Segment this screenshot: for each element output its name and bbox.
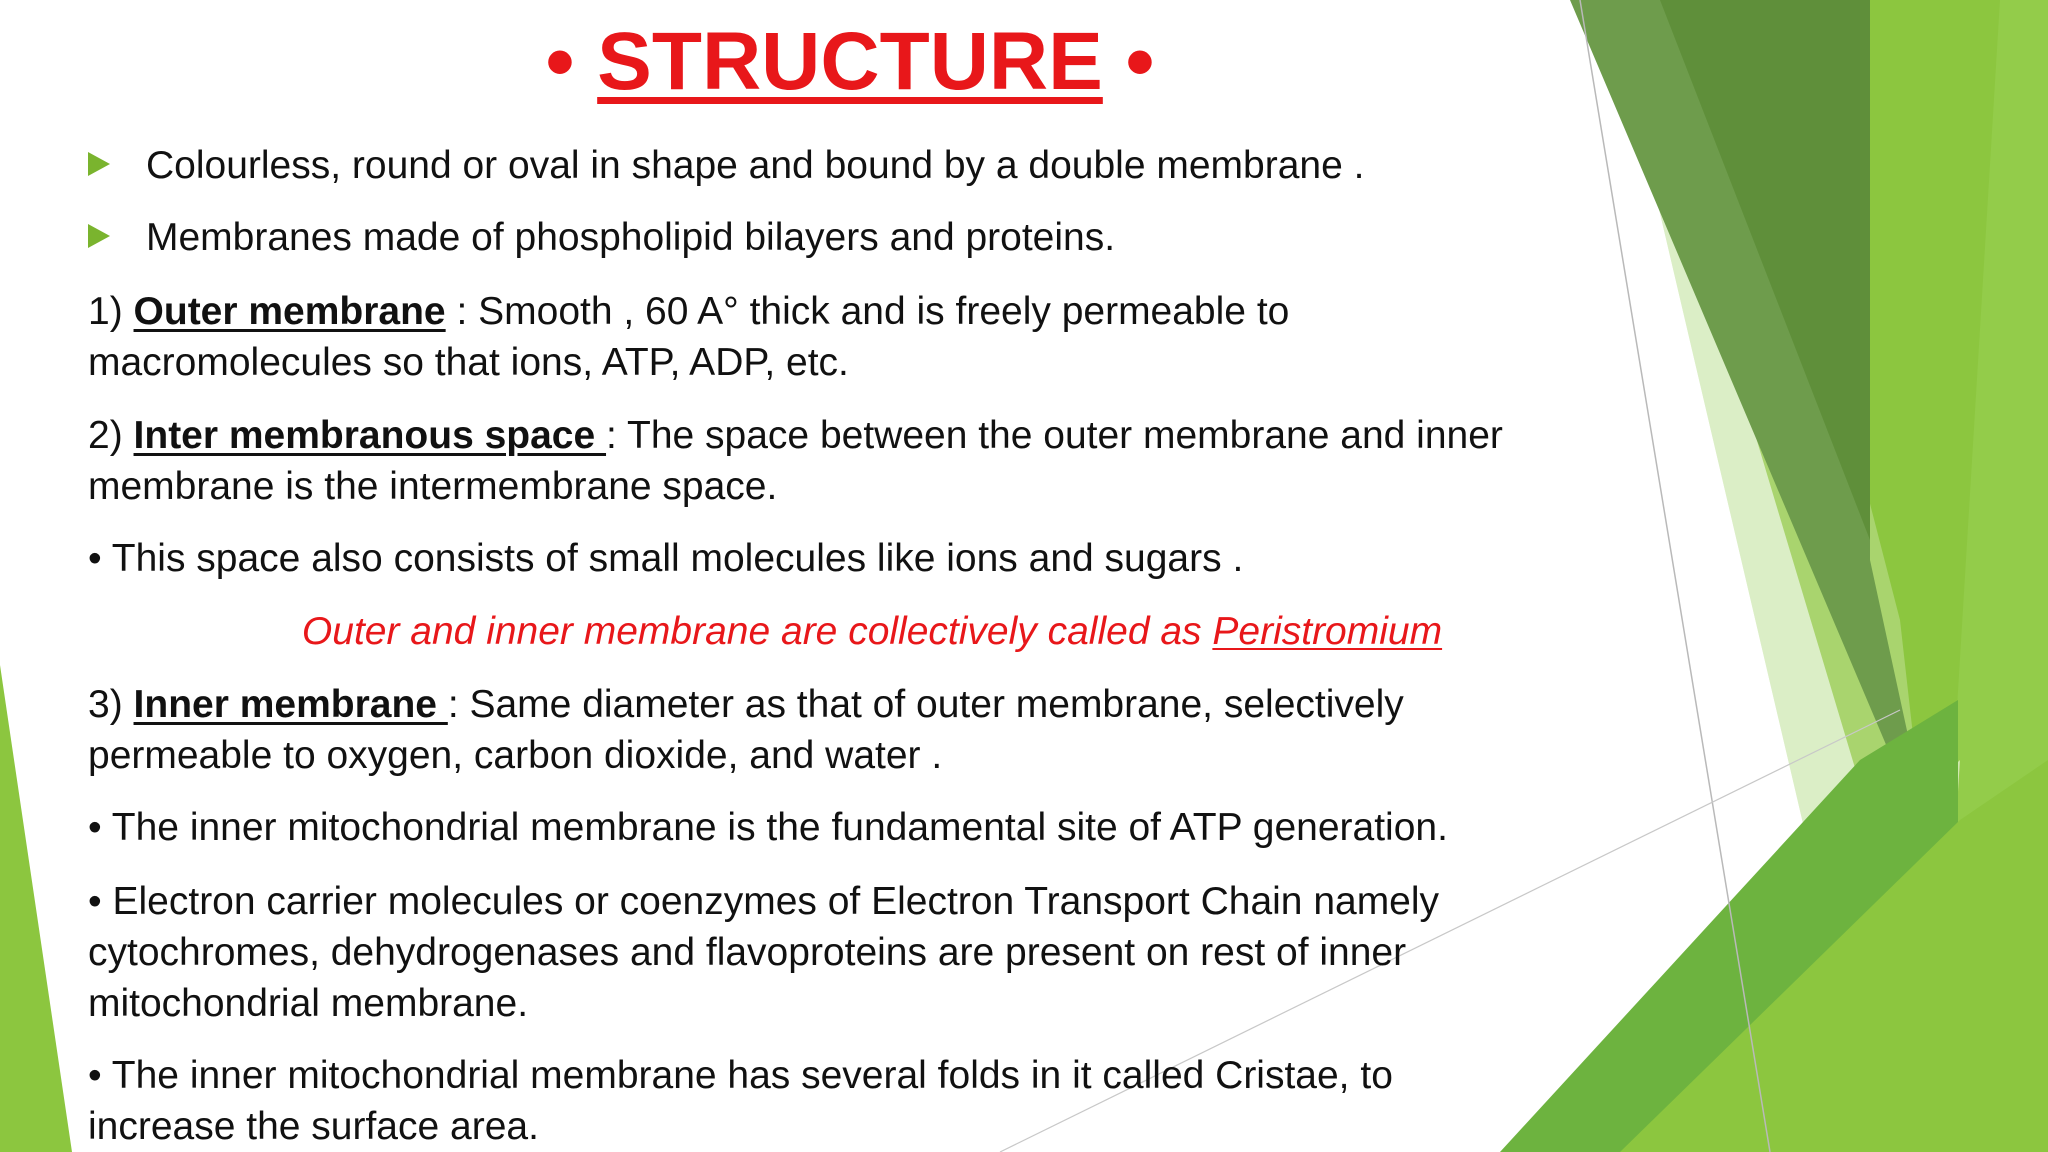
outer-membrane-line-1: [88, 286, 1668, 337]
inter-membranous-space-point: [88, 410, 1668, 512]
peristromium-term: Peristromium: [1212, 610, 1443, 653]
peristromium-callout: [0, 606, 1744, 657]
arrow-point-text: Colourless, round or oval in shape and bound by a double membrane .: [146, 144, 1365, 187]
inter-space-term: Inter membranous space: [133, 414, 607, 457]
green-arrow-icon: [88, 152, 110, 176]
electron-transport-point: [88, 876, 1668, 1029]
inner-membrane-text: : Same diameter as that of outer membrane, selectively: [447, 683, 1404, 726]
inner-membrane-line-2: permeable to oxygen, carbon dioxide, and water .: [88, 734, 943, 777]
title-text: STRUCTURE: [597, 16, 1103, 107]
arrow-point-2: [88, 212, 1668, 263]
cristae-line-1: • The inner mitochondrial membrane has several folds in it called Cristae, to: [88, 1054, 1393, 1097]
slide-title: [0, 14, 1700, 110]
cristae-point: [88, 1050, 1668, 1152]
point-number: 2): [88, 414, 123, 457]
green-arrow-icon: [88, 224, 110, 248]
inner-membrane-point: [88, 679, 1668, 781]
etc-line-3: mitochondrial membrane.: [88, 982, 529, 1025]
inner-membrane-line-1: [88, 679, 1668, 730]
outer-membrane-text: : Smooth , 60 A° thick and is freely permeable to: [445, 290, 1290, 333]
inner-membrane-term: Inner membrane: [133, 683, 448, 726]
atp-generation-point: • The inner mitochondrial membrane is the fundamental site of ATP generation.: [88, 806, 1448, 849]
callout-text: Outer and inner membrane are collectively called as: [301, 610, 1213, 653]
outer-membrane-point: [88, 286, 1668, 388]
inter-space-line-1: [88, 410, 1668, 461]
inter-space-text: : The space between the outer membrane and inner: [606, 414, 1503, 457]
arrow-point-1: [88, 140, 1668, 191]
etc-line-2: cytochromes, dehydrogenases and flavoproteins are present on rest of inner: [88, 931, 1407, 974]
point-number: 1): [88, 290, 123, 333]
title-bullet-left: •: [545, 16, 575, 107]
cristae-line-2: increase the surface area.: [88, 1105, 539, 1148]
outer-membrane-term: Outer membrane: [133, 290, 446, 333]
outer-membrane-line-2: macromolecules so that ions, ATP, ADP, etc.: [88, 341, 849, 384]
title-bullet-right: •: [1125, 16, 1155, 107]
arrow-point-text: Membranes made of phospholipid bilayers and proteins.: [146, 216, 1116, 259]
space-molecules-point: • This space also consists of small molecules like ions and sugars .: [88, 537, 1244, 580]
etc-line-1: • Electron carrier molecules or coenzymes of Electron Transport Chain namely: [88, 880, 1440, 923]
inter-space-line-2: membrane is the intermembrane space.: [88, 465, 778, 508]
point-number: 3): [88, 683, 123, 726]
